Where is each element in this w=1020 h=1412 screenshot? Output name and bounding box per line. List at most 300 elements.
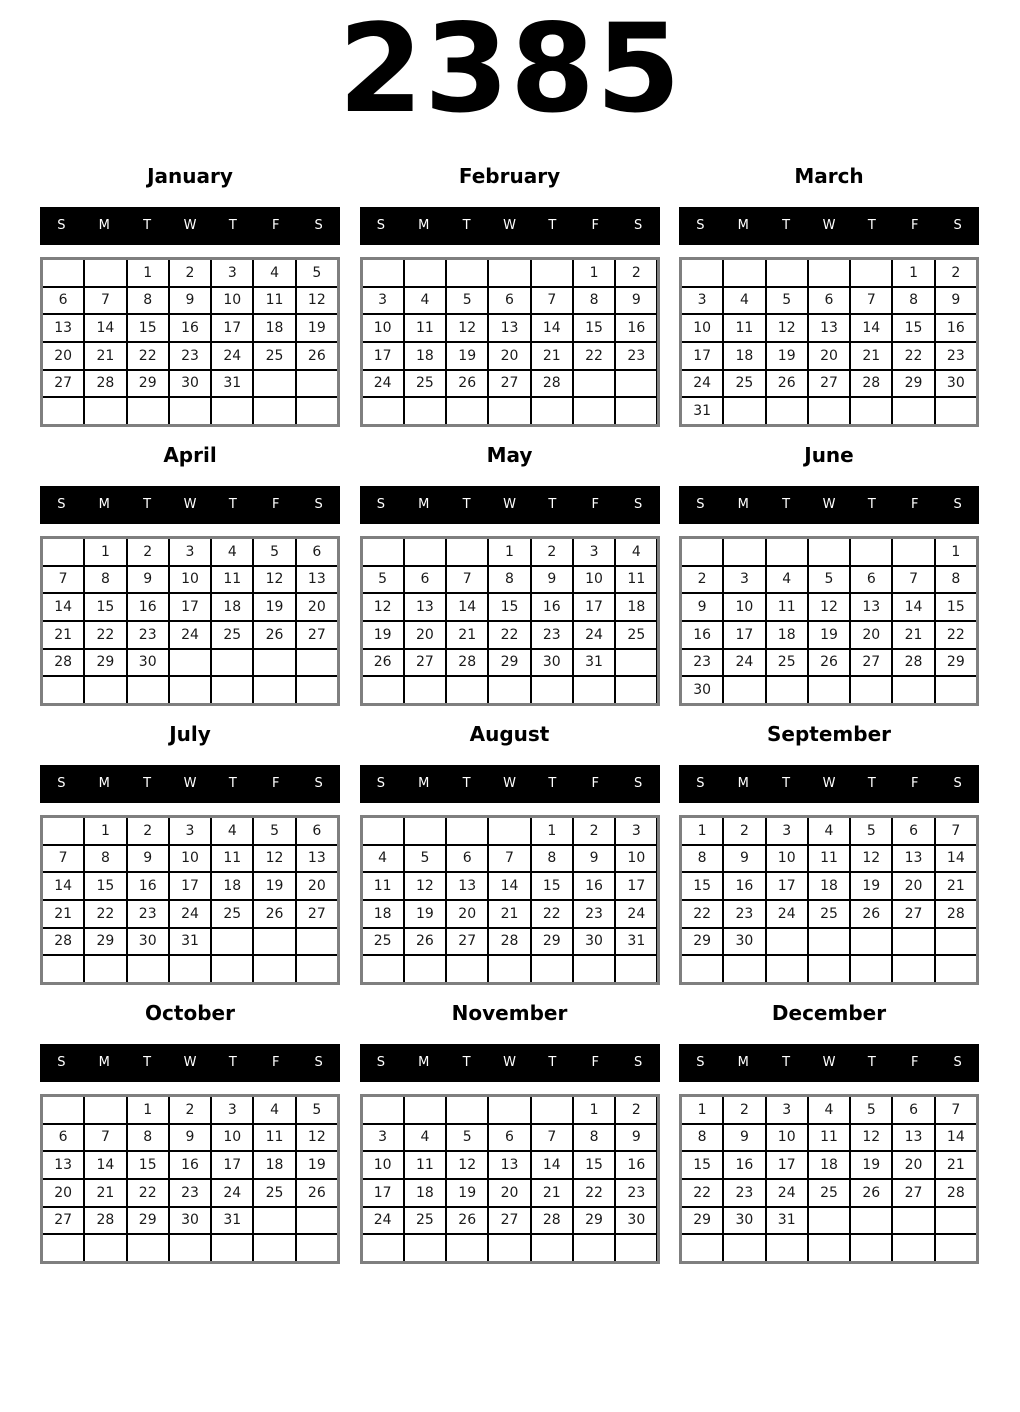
day-cell: 9 (574, 846, 614, 872)
day-cell: 4 (254, 260, 294, 286)
day-cell (893, 1235, 933, 1261)
day-cell (682, 956, 722, 982)
day-cell (809, 398, 849, 424)
day-cell: 4 (767, 567, 807, 593)
day-cell: 28 (85, 1208, 125, 1234)
day-cell (616, 398, 656, 424)
day-cell: 12 (447, 1152, 487, 1178)
day-cell: 22 (489, 622, 529, 648)
day-cell: 3 (724, 567, 764, 593)
weekday-header-row (360, 1044, 660, 1082)
month-january (40, 163, 340, 427)
weekday-label: W (503, 218, 516, 234)
weekday-label: S (953, 776, 962, 792)
month-june (679, 442, 979, 706)
day-cell (254, 929, 294, 955)
day-cell: 30 (128, 929, 168, 955)
day-cell: 1 (682, 1097, 722, 1123)
day-cell: 3 (170, 539, 210, 565)
day-cell (128, 677, 168, 703)
day-cell (767, 398, 807, 424)
day-cell: 18 (405, 1180, 445, 1206)
day-cell: 30 (574, 929, 614, 955)
day-cell (724, 677, 764, 703)
day-cell (128, 1235, 168, 1261)
day-cell (489, 398, 529, 424)
day-cell: 11 (212, 846, 252, 872)
day-cell: 12 (297, 1125, 337, 1151)
day-cell (616, 650, 656, 676)
day-cell (254, 371, 294, 397)
weekday-label: S (57, 776, 66, 792)
day-cell (936, 677, 976, 703)
day-cell (489, 956, 529, 982)
weekday-label: W (822, 776, 836, 792)
day-cell (574, 956, 614, 982)
day-cell (43, 1235, 83, 1261)
day-cell: 20 (809, 343, 849, 369)
day-cell: 16 (682, 622, 722, 648)
day-cell: 26 (297, 343, 337, 369)
day-cell (363, 956, 403, 982)
weekday-header-row (40, 207, 340, 245)
day-cell: 25 (616, 622, 656, 648)
day-cell: 9 (724, 846, 764, 872)
weekday-label: T (548, 497, 557, 513)
weekday-label: M (418, 497, 430, 513)
day-cell: 7 (532, 1125, 572, 1151)
day-cell: 10 (363, 315, 403, 341)
day-cell: 22 (128, 1180, 168, 1206)
day-cell (297, 929, 337, 955)
weekday-label: F (271, 497, 280, 513)
day-cell (170, 677, 210, 703)
day-cell: 23 (616, 1180, 656, 1206)
day-cell: 7 (532, 288, 572, 314)
day-cell: 12 (254, 846, 294, 872)
day-cell: 2 (616, 1097, 656, 1123)
day-cell (405, 260, 445, 286)
day-cell: 7 (893, 567, 933, 593)
weekday-label: W (503, 776, 516, 792)
day-cell: 3 (363, 288, 403, 314)
day-cell: 16 (724, 1152, 764, 1178)
day-cell: 20 (851, 622, 891, 648)
day-cell: 28 (936, 1180, 976, 1206)
day-cell: 28 (43, 929, 83, 955)
day-cell: 14 (532, 315, 572, 341)
day-cell (170, 1235, 210, 1261)
day-cell (43, 1097, 83, 1123)
day-cell: 10 (616, 846, 656, 872)
month-table (679, 815, 979, 985)
day-cell: 17 (212, 1152, 252, 1178)
weekday-label: F (910, 776, 919, 792)
day-cell: 16 (936, 315, 976, 341)
weekday-label: S (953, 1055, 962, 1071)
weekday-label: W (822, 1055, 836, 1071)
day-cell: 13 (297, 846, 337, 872)
day-cell (43, 818, 83, 844)
day-cell: 12 (767, 315, 807, 341)
weekday-label: M (98, 1055, 110, 1071)
day-cell: 15 (574, 315, 614, 341)
day-cell (212, 956, 252, 982)
weekday-label: T (867, 1055, 876, 1071)
day-cell: 21 (532, 1180, 572, 1206)
day-cell: 28 (532, 371, 572, 397)
day-cell: 9 (616, 288, 656, 314)
day-cell: 10 (682, 315, 722, 341)
day-cell (254, 398, 294, 424)
day-cell (851, 539, 891, 565)
day-cell (43, 677, 83, 703)
day-cell: 19 (297, 1152, 337, 1178)
weekday-label: F (591, 776, 599, 792)
day-cell: 21 (851, 343, 891, 369)
day-cell (405, 1097, 445, 1123)
day-cell: 8 (128, 288, 168, 314)
day-cell: 12 (851, 1125, 891, 1151)
day-cell: 31 (212, 371, 252, 397)
day-cell: 14 (85, 315, 125, 341)
weekday-label: S (376, 1055, 386, 1071)
weekday-label: M (737, 1055, 749, 1071)
day-cell: 19 (254, 873, 294, 899)
day-cell: 15 (893, 315, 933, 341)
month-title: April (163, 442, 217, 467)
month-may (360, 442, 660, 706)
day-cell (405, 818, 445, 844)
day-cell (85, 1097, 125, 1123)
day-cell: 5 (297, 260, 337, 286)
day-cell: 6 (405, 567, 445, 593)
day-cell: 10 (363, 1152, 403, 1178)
day-cell: 8 (682, 846, 722, 872)
weekday-label: M (737, 497, 749, 513)
weekday-label: T (228, 218, 237, 234)
day-cell: 1 (936, 539, 976, 565)
weekday-label: T (548, 218, 557, 234)
weekday-label: S (314, 497, 323, 513)
month-august (360, 721, 660, 985)
day-cell: 23 (936, 343, 976, 369)
day-cell: 25 (254, 1180, 294, 1206)
day-cell: 14 (43, 873, 83, 899)
day-cell: 13 (489, 315, 529, 341)
weekday-label: T (867, 218, 876, 234)
day-cell (489, 1097, 529, 1123)
day-cell: 20 (893, 873, 933, 899)
day-cell (767, 677, 807, 703)
day-cell: 23 (724, 1180, 764, 1206)
day-cell: 18 (405, 343, 445, 369)
day-cell: 30 (724, 929, 764, 955)
day-cell: 11 (405, 315, 445, 341)
day-cell: 8 (489, 567, 529, 593)
day-cell: 7 (43, 567, 83, 593)
day-cell (851, 677, 891, 703)
day-cell: 19 (809, 622, 849, 648)
day-cell: 3 (616, 818, 656, 844)
month-october (40, 1000, 340, 1264)
day-cell: 27 (809, 371, 849, 397)
day-cell: 16 (170, 1152, 210, 1178)
weekday-label: S (633, 218, 643, 234)
day-cell: 22 (85, 901, 125, 927)
month-title: November (451, 1000, 568, 1025)
day-cell: 16 (616, 1152, 656, 1178)
month-table (360, 815, 660, 985)
day-cell (85, 956, 125, 982)
day-cell (936, 929, 976, 955)
day-cell: 26 (254, 622, 294, 648)
day-cell: 27 (297, 622, 337, 648)
weekday-label: S (696, 1055, 705, 1071)
day-cell: 10 (170, 846, 210, 872)
day-cell: 20 (489, 343, 529, 369)
day-cell: 5 (254, 539, 294, 565)
month-title: June (804, 442, 854, 467)
day-cell (43, 539, 83, 565)
weekday-label: M (418, 1055, 430, 1071)
day-cell: 12 (447, 315, 487, 341)
day-cell: 15 (85, 873, 125, 899)
day-cell: 16 (128, 873, 168, 899)
month-table (360, 536, 660, 706)
day-cell: 17 (212, 315, 252, 341)
day-cell: 31 (616, 929, 656, 955)
day-cell: 24 (682, 371, 722, 397)
day-cell: 14 (447, 594, 487, 620)
weekday-header-row (679, 1044, 979, 1082)
weekday-label: W (822, 497, 836, 513)
day-cell: 5 (767, 288, 807, 314)
weekday-label: S (696, 776, 705, 792)
day-cell: 18 (724, 343, 764, 369)
weekday-label: T (143, 1055, 152, 1071)
weekday-label: T (782, 218, 791, 234)
day-cell: 29 (532, 929, 572, 955)
day-cell: 22 (682, 1180, 722, 1206)
day-cell: 20 (405, 622, 445, 648)
weekday-header-row (679, 765, 979, 803)
day-cell (767, 956, 807, 982)
day-cell (809, 956, 849, 982)
day-cell: 2 (724, 818, 764, 844)
day-cell: 8 (936, 567, 976, 593)
day-cell: 21 (489, 901, 529, 927)
day-cell: 3 (363, 1125, 403, 1151)
day-cell (85, 260, 125, 286)
day-cell: 24 (724, 650, 764, 676)
weekday-label: F (271, 776, 280, 792)
day-cell (170, 650, 210, 676)
day-cell (574, 1235, 614, 1261)
day-cell (936, 1208, 976, 1234)
day-cell: 6 (447, 846, 487, 872)
day-cell: 23 (128, 901, 168, 927)
day-cell: 13 (489, 1152, 529, 1178)
month-table (679, 257, 979, 427)
day-cell: 10 (767, 846, 807, 872)
day-cell: 5 (809, 567, 849, 593)
day-cell: 21 (43, 901, 83, 927)
day-cell: 26 (447, 1208, 487, 1234)
day-cell: 26 (851, 901, 891, 927)
day-cell: 21 (447, 622, 487, 648)
day-cell (43, 260, 83, 286)
month-table (40, 257, 340, 427)
day-cell: 28 (85, 371, 125, 397)
day-cell: 1 (489, 539, 529, 565)
day-cell: 9 (170, 1125, 210, 1151)
day-cell: 10 (212, 1125, 252, 1151)
day-cell: 21 (936, 873, 976, 899)
weekday-label: W (183, 776, 197, 792)
day-cell: 4 (724, 288, 764, 314)
day-cell: 24 (574, 622, 614, 648)
weekday-label: T (143, 776, 152, 792)
day-cell: 24 (170, 901, 210, 927)
day-cell: 23 (170, 343, 210, 369)
day-cell: 30 (724, 1208, 764, 1234)
months-grid (40, 163, 979, 1264)
day-cell: 27 (447, 929, 487, 955)
day-cell: 20 (893, 1152, 933, 1178)
day-cell: 23 (724, 901, 764, 927)
month-november (360, 1000, 660, 1264)
day-cell: 13 (405, 594, 445, 620)
day-cell: 8 (128, 1125, 168, 1151)
month-december (679, 1000, 979, 1264)
day-cell: 14 (851, 315, 891, 341)
day-cell (254, 677, 294, 703)
month-title: September (767, 721, 891, 746)
day-cell (297, 1235, 337, 1261)
weekday-label: F (271, 218, 280, 234)
day-cell (489, 1235, 529, 1261)
weekday-label: F (910, 218, 919, 234)
weekday-label: W (183, 218, 197, 234)
month-table (679, 1094, 979, 1264)
day-cell (532, 260, 572, 286)
weekday-header-row (679, 486, 979, 524)
day-cell: 29 (893, 371, 933, 397)
day-cell: 2 (128, 539, 168, 565)
day-cell (489, 677, 529, 703)
weekday-label: F (271, 1055, 280, 1071)
day-cell: 15 (682, 1152, 722, 1178)
day-cell (936, 1235, 976, 1261)
day-cell (616, 677, 656, 703)
day-cell: 17 (767, 1152, 807, 1178)
day-cell: 18 (254, 1152, 294, 1178)
weekday-label: S (953, 497, 962, 513)
day-cell: 10 (724, 594, 764, 620)
weekday-label: F (910, 1055, 919, 1071)
weekday-label: T (548, 1055, 557, 1071)
day-cell: 10 (212, 288, 252, 314)
day-cell: 9 (128, 846, 168, 872)
day-cell: 13 (447, 873, 487, 899)
day-cell: 18 (363, 901, 403, 927)
day-cell: 7 (936, 1097, 976, 1123)
day-cell (682, 260, 722, 286)
day-cell: 18 (212, 594, 252, 620)
day-cell: 17 (170, 873, 210, 899)
day-cell: 28 (851, 371, 891, 397)
day-cell: 13 (893, 1125, 933, 1151)
day-cell: 14 (532, 1152, 572, 1178)
day-cell: 8 (893, 288, 933, 314)
day-cell: 27 (405, 650, 445, 676)
day-cell (363, 677, 403, 703)
day-cell: 4 (363, 846, 403, 872)
day-cell: 22 (574, 1180, 614, 1206)
weekday-header-row (679, 207, 979, 245)
weekday-label: T (782, 776, 791, 792)
day-cell: 7 (85, 1125, 125, 1151)
day-cell: 15 (85, 594, 125, 620)
day-cell: 25 (254, 343, 294, 369)
day-cell: 18 (767, 622, 807, 648)
day-cell: 1 (574, 260, 614, 286)
day-cell: 12 (254, 567, 294, 593)
month-title: January (147, 163, 233, 188)
day-cell: 15 (128, 1152, 168, 1178)
day-cell: 24 (212, 343, 252, 369)
day-cell: 14 (85, 1152, 125, 1178)
weekday-label: W (183, 497, 197, 513)
day-cell: 7 (851, 288, 891, 314)
day-cell (532, 677, 572, 703)
day-cell: 22 (128, 343, 168, 369)
day-cell: 6 (809, 288, 849, 314)
day-cell: 22 (936, 622, 976, 648)
day-cell (724, 398, 764, 424)
day-cell (363, 1235, 403, 1261)
day-cell: 26 (851, 1180, 891, 1206)
day-cell: 19 (254, 594, 294, 620)
day-cell: 28 (936, 901, 976, 927)
day-cell: 23 (616, 343, 656, 369)
day-cell (254, 1235, 294, 1261)
day-cell: 8 (85, 846, 125, 872)
day-cell: 9 (616, 1125, 656, 1151)
day-cell: 27 (893, 1180, 933, 1206)
day-cell: 27 (297, 901, 337, 927)
day-cell: 15 (574, 1152, 614, 1178)
day-cell (405, 677, 445, 703)
day-cell: 11 (254, 1125, 294, 1151)
day-cell: 4 (809, 1097, 849, 1123)
day-cell: 2 (682, 567, 722, 593)
day-cell: 23 (574, 901, 614, 927)
weekday-label: T (228, 1055, 237, 1071)
weekday-label: M (98, 497, 110, 513)
month-march (679, 163, 979, 427)
day-cell: 3 (574, 539, 614, 565)
weekday-label: T (462, 1055, 471, 1071)
weekday-label: T (462, 497, 471, 513)
weekday-label: S (314, 1055, 323, 1071)
day-cell (616, 1235, 656, 1261)
weekday-header-row (360, 486, 660, 524)
day-cell: 29 (682, 929, 722, 955)
day-cell (254, 650, 294, 676)
day-cell (574, 677, 614, 703)
